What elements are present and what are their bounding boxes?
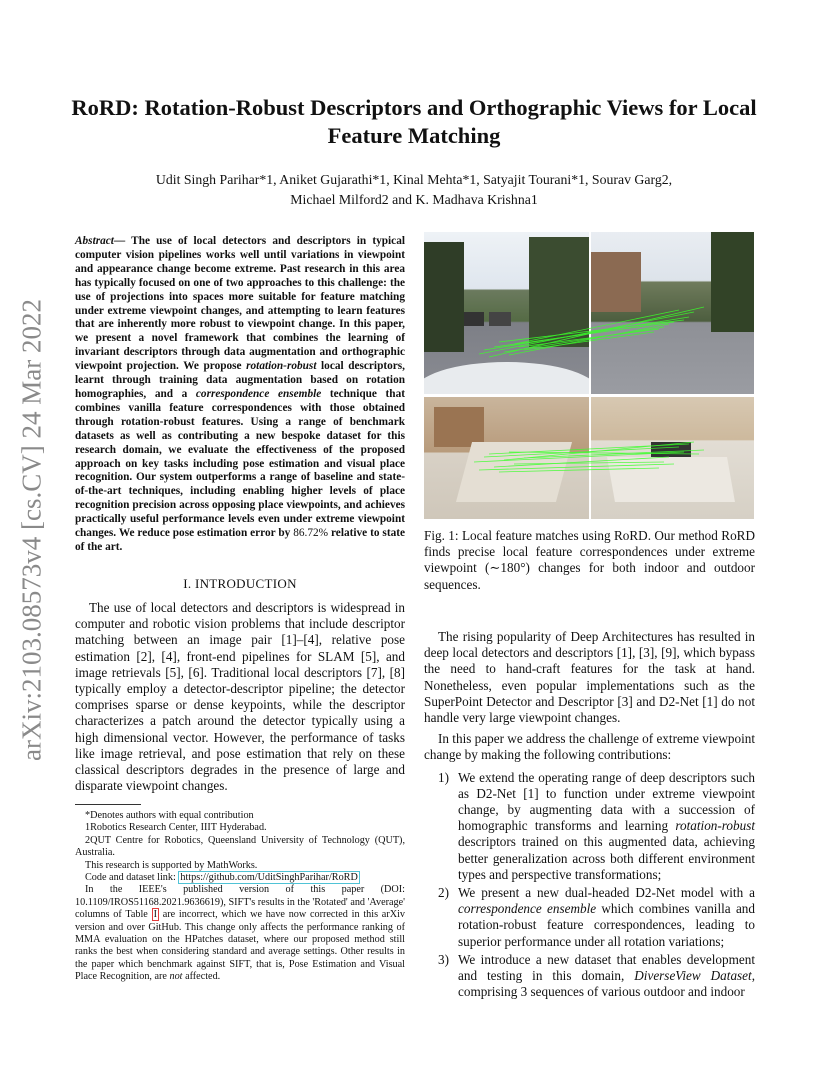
authors-line-1: Udit Singh Parihar*1, Aniket Gujarathi*1, Kinal Mehta*1, Satyajit Tourani*1, Sourav Garg2,: [155, 172, 673, 187]
right-paragraph-1: The rising popularity of Deep Architectures has resulted in deep local detectors and descriptors [1], [3], [9], which bypass the need to hand-craft features for the task at hand. Nonetheless, even popular implementations such as the SuperPoint Detector and Descriptor [3] and D2-Net [1] do not handle very large viewpoint changes.: [424, 629, 755, 726]
abstract-text-1: — The use of local detectors and descriptors in typical computer vision pipelines works well until variations in viewpoint and appearance change become extreme. Past research in this area has typically focused on one of two approaches to this challenge: the use of projections into spaces more suitable for feature matching under extreme viewpoint changes, and attempting to learn features that are inherently more robust to viewpoint change. In this paper, we present a novel framework that combines the learning of invariant descriptors through data augmentation and orthographic viewpoint projection. We propose: [75, 235, 405, 373]
figure-1-image: [424, 232, 754, 519]
abstract: [75, 235, 405, 555]
code-link-label: Code and dataset link:: [85, 872, 179, 884]
abstract-text-3: technique that combines vanilla feature correspondences with those obtained through rotation-robust features. Using a range of benchmark datasets as well as contributing a new bespoke dataset for this research domain, we evaluate the effectiveness of the proposed approach on key tasks including pose estimation and visual place recognition. Our system outperforms a range of baseline and state-of-the-art techniques, including enabling higher levels of place recognition precision across opposing place viewpoints, and achieves practically useful performance levels even under extreme viewpoint changes. We reduce pose estimation error by: [75, 387, 405, 540]
correction-text-2: are incorrect, which we have now corrected in this arXiv version and over GitHub. This change only affects the performance ranking of MMA evaluation on the HPatches dataset, where our proposed method still ranks the best when considering standard and average settings. Other results in the paper which benchmark against SIFT, that is, Pose Estimation and Visual Place Recognition, are: [75, 909, 405, 983]
contribution-number: 3): [438, 951, 449, 967]
abstract-percent: 86.72%: [293, 527, 329, 540]
footnote-funding: This research is supported by MathWorks.: [85, 859, 258, 871]
authors-line-2: Michael Milford2 and K. Madhava Krishna1: [290, 192, 538, 207]
contribution-text: , comprising 3 sequences of various outdoor and indoor: [458, 968, 755, 1000]
feature-match-lines: [424, 232, 754, 519]
contribution-text: descriptors trained on this augmented data, achieving better generalization across both different environment types and perspective transformations;: [458, 834, 755, 882]
abstract-text-2: local descriptors, learnt through training data augmentation based on rotation homographies, and a: [75, 360, 405, 400]
contribution-term: rotation-robust: [675, 818, 755, 834]
contribution-text: We introduce a new dataset that enables development and testing in this domain,: [458, 951, 755, 984]
intro-column: [75, 600, 405, 794]
contribution-item-1: [424, 770, 755, 883]
table-ref-link[interactable]: I: [153, 909, 157, 921]
footnote-code-link: [75, 872, 405, 884]
paper-title: RoRD: Rotation-Robust Descriptors and Orthographic Views for Local Feature Matching: [71, 95, 757, 148]
figure-1-caption: Fig. 1: Local feature matches using RoRD. Our method RoRD finds precise local feature correspondences under extreme viewpoint (∼180°) changes for both indoor and outdoor sequences.: [424, 528, 755, 592]
contribution-item-2: [424, 885, 755, 950]
contribution-item-3: [424, 952, 755, 1001]
github-link[interactable]: https://github.com/UditSinghParihar/RoRD: [180, 872, 358, 884]
contribution-number: 1): [438, 769, 449, 785]
abstract-term-correspondence-ensemble: correspondence ensemble: [195, 387, 322, 400]
footnote-correction-note: [75, 884, 405, 983]
correction-not: not: [169, 971, 183, 983]
footnote-rule: [75, 804, 141, 805]
section-heading-introduction: I. INTRODUCTION: [183, 576, 297, 591]
footnote-affiliation-2: 2QUT Centre for Robotics, Queensland University of Technology (QUT), Australia.: [75, 834, 405, 859]
contributions-list: [424, 770, 755, 1001]
contribution-text: We extend the operating range of deep descriptors such as D2-Net [1] to function under extreme viewpoint change, by augmenting data with a succession of homographic transforms and learning: [458, 769, 755, 834]
intro-paragraph: The use of local detectors and descriptors is widespread in computer and robotic vision problems that include descriptor matching between an image pair [1]–[4], relative pose estimation [2], [4], front-end pipelines for SLAM [5], and image retrievals [5], [6]. Traditional local descriptors [7], [8] typically employ a detector-descriptor pipeline; the detector comprises sparse or dense keypoints, while the descriptor characterizes a patch around the detector typically using a high dimensional vector. However, the performance of tasks like image retrieval, and pose estimation that rely on these classical descriptors degrades in the presence of large and disparate viewpoint changes.: [75, 600, 405, 794]
contribution-number: 2): [438, 885, 449, 901]
correction-text-3: affected.: [182, 971, 221, 983]
footnote-equal-contribution: *Denotes authors with equal contribution: [85, 810, 254, 821]
arxiv-stamp: [12, 280, 52, 780]
footnotes: [75, 810, 405, 984]
contribution-term: DiverseView Dataset: [634, 968, 752, 984]
footnote-affiliation-1: 1Robotics Research Center, IIIT Hyderabad.: [85, 822, 267, 834]
correction-text-1: In the IEEE's published version of this paper (DOI: 10.1109/IROS51168.2021.9636619), SIFT's results in the 'Rotated' and 'Average' columns of Table: [75, 884, 405, 921]
contribution-text: which combines vanilla and rotation-robust feature correspondences, leading to superior performance under all rotation variations;: [458, 901, 755, 949]
author-list: [90, 170, 738, 210]
contribution-term: correspondence ensemble: [458, 901, 597, 917]
abstract-term-rotation-robust: rotation-robust: [246, 360, 317, 373]
arxiv-stamp-text: arXiv:2103.08573v4 [cs.CV] 24 Mar 2022: [16, 299, 47, 761]
contribution-text: We present a new dual-headed D2-Net model with a: [458, 885, 755, 901]
right-paragraph-2: In this paper we address the challenge of extreme viewpoint change by making the following contributions:: [424, 731, 755, 763]
right-column: [424, 629, 755, 1002]
abstract-label: Abstract: [75, 235, 114, 247]
abstract-text-4: relative to state of the art.: [75, 527, 406, 553]
